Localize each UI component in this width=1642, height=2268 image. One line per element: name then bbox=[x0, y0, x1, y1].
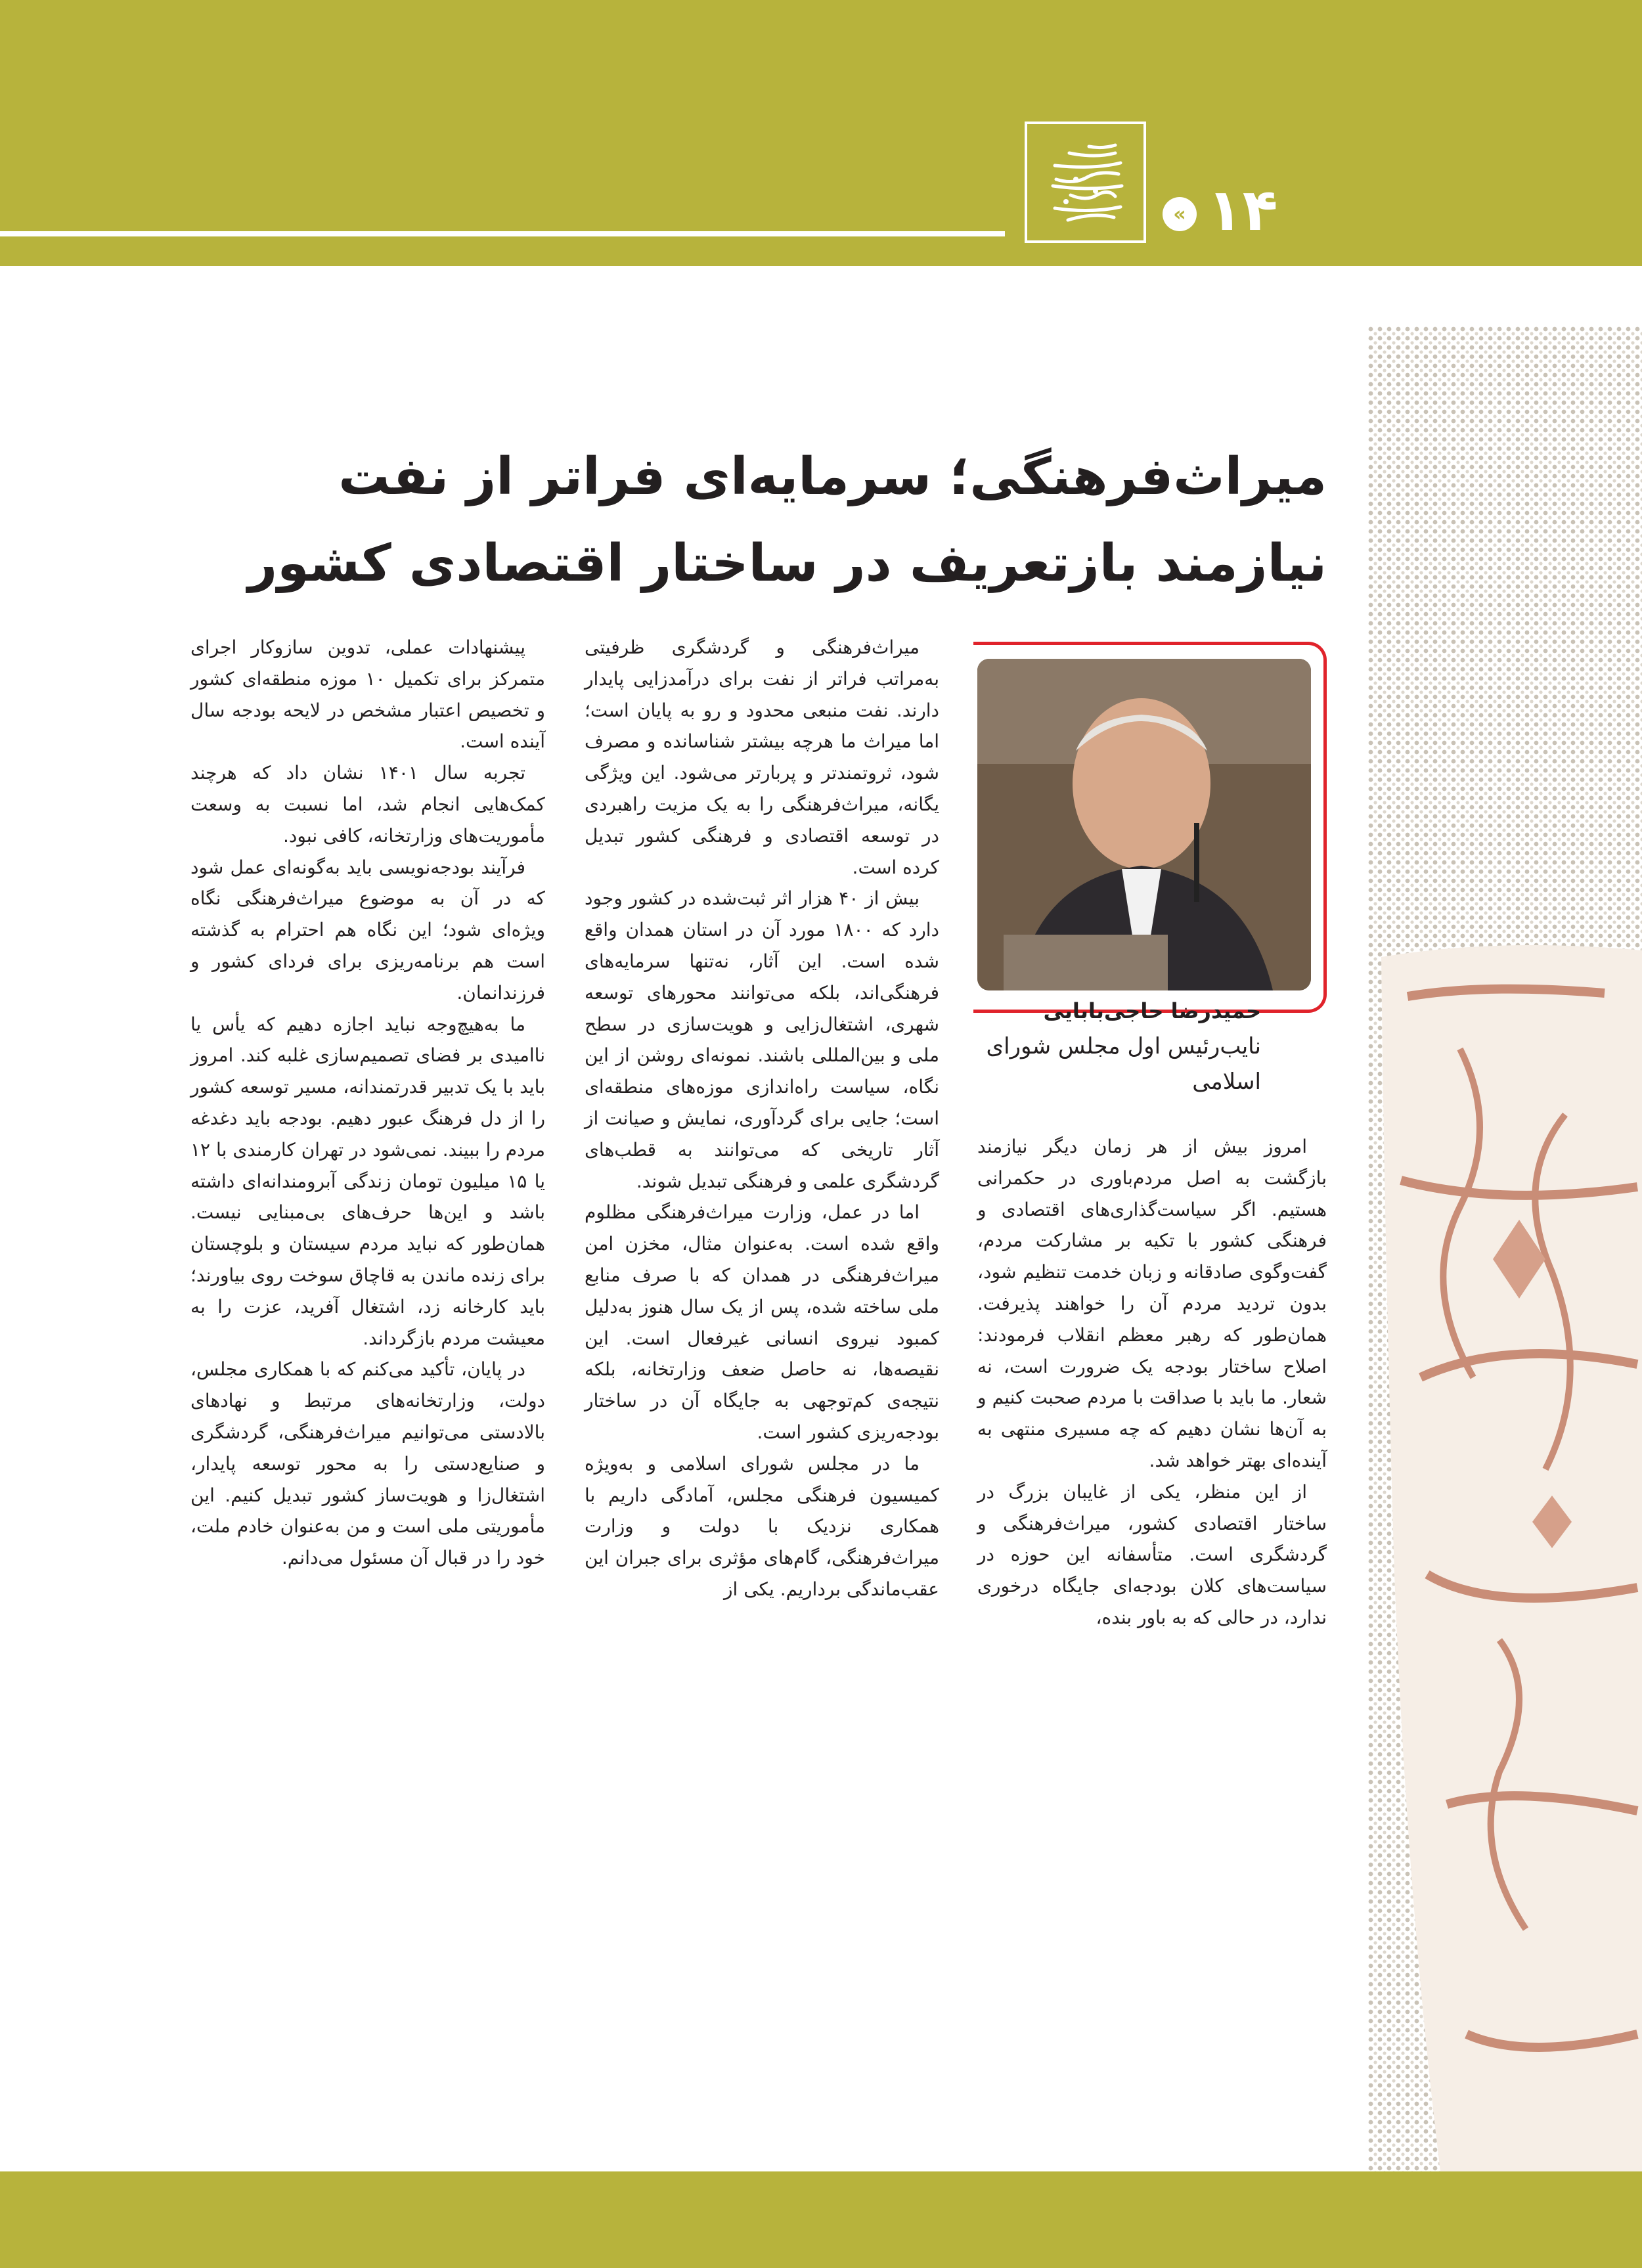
paragraph: اما در عمل، وزارت میراث‌فرهنگی مظلوم واقع شده است. به‌عنوان مثال، مخزن امن میراث‌فرهنگی در همدان که با صرف منابع ملی ساخته شده، پس از یک سال هنوز به‌دلیل کمبود نیروی انسانی غیرفعال است. این نقیصه‌ها، نه حاصل ضعف وزارتخانه، بلکه نتیجه‌ی کم‌توجهی به جایگاه آن در ساختار بودجه‌ریزی کشور است. bbox=[585, 1201, 939, 1443]
paragraph: ما به‌هیچ‌وجه نباید اجازه دهیم که یأس یا ناامیدی بر فضای تصمیم‌سازی غلبه کند. امروز باید با یک تدبیر قدرتمندانه، مسیر توسعه کشور را از دل فرهنگ عبور دهیم. بودجه باید دغدغه مردم را ببیند. نمی‌شود در تهران کارمندی با ۱۲ یا ۱۵ میلیون تومان زندگی آبرومندانه‌ای داشته باشد و این‌ها حرف‌های بی‌مبنایی نیست. همان‌طور که نباید مردم سیستان و بلوچستان برای زنده ماندن به قاچاق سوخت روی بیاورند؛ باید کارخانه زد، اشتغال آفرید، عزت را به معیشت مردم بازگرداند. bbox=[190, 1013, 545, 1349]
double-chevron-left-icon[interactable]: « bbox=[1163, 197, 1197, 231]
paragraph: میراث‌فرهنگی و گردشگری ظرفیتی به‌مراتب فراتر از نفت برای درآمدزایی پایدار دارند. نفت منبعی محدود و رو به پایان است؛ اما میراث ما هرچه بیشتر شناسانده و مصرف شود، ثروتمندتر و پربارتر می‌شود. این ویژگی یگانه، میراث‌فرهنگی را به یک مزیت راهبردی در توسعه اقتصادی و فرهنگی کشور تبدیل کرده است. bbox=[585, 636, 939, 878]
paragraph: پیشنهادات عملی، تدوین سازوکار اجرای متمرکز برای تکمیل ۱۰ موزه منطقه‌ای کشور و تخصیص اعتبار مشخص در لایحه بودجه سال آینده است. bbox=[190, 636, 545, 753]
author-role: نایب‌رئیس اول مجلس شورای اسلامی bbox=[986, 1033, 1261, 1095]
paragraph: در پایان، تأکید می‌کنم که با همکاری مجلس، دولت، وزارتخانه‌های مرتبط و نهادهای بالادستی می‌توانیم میراث‌فرهنگی، گردشگری و صنایع‌دستی را به محور توسعه پایدار، اشتغال‌زا و هویت‌ساز کشور تبدیل کنیم. این مأموریتی ملی است و من به‌عنوان خادم ملت، خود را در قبال آن مسئول می‌دانم. bbox=[190, 1358, 545, 1569]
author-photo bbox=[977, 659, 1311, 990]
headline-line-1: میراث‌فرهنگی؛ سرمایه‌ای فراتر از نفت bbox=[338, 447, 1327, 506]
page-number: ۱۴ bbox=[1207, 176, 1278, 244]
paragraph: ما در مجلس شورای اسلامی و به‌ویژه کمیسیون فرهنگی مجلس، آمادگی داریم با همکاری نزدیک با دولت و وزارت میراث‌فرهنگی، گام‌های مؤثری برای جبران این عقب‌ماندگی برداریم. یکی از bbox=[585, 1452, 939, 1600]
paragraph: تجربه سال ۱۴۰۱ نشان داد که هرچند کمک‌هایی انجام شد، اما نسبت به وسعت مأموریت‌های وزارتخانه، کافی نبود. bbox=[190, 762, 545, 847]
article-headline bbox=[248, 434, 1327, 607]
body-column-2 bbox=[585, 632, 939, 1605]
paragraph: فرآیند بودجه‌نویسی باید به‌گونه‌ای عمل شود که در آن به موضوع میراث‌فرهنگی نگاه ویژه‌ای شود؛ این نگاه هم احترام به گذشته است هم برنامه‌ریزی برای فردای کشور و فرزندانمان. bbox=[190, 856, 545, 1004]
portrait-image bbox=[977, 659, 1311, 990]
paragraph: امروز بیش از هر زمان دیگر نیازمند بازگشت به اصل مردم‌باوری در حکمرانی هستیم. اگر سیاست‌گذاری‌های اقتصادی و فرهنگی کشور با تکیه بر مشارکت مردم، گفت‌وگوی صادقانه و زبان خدمت تنظیم شود، بدون تردید مردم آن را خواهند پذیرفت. همان‌طور که رهبر معظم انقلاب فرمودند: اصلاح ساختار بودجه یک ضرورت است، نه شعار. ما باید با صداقت با مردم صحبت کنیم و به آن‌ها نشان دهیم که چه مسیری منتهی به آینده‌ای بهتر خواهد شد. bbox=[977, 1136, 1327, 1471]
author-name: حمیدرضا حاجی‌بابایی bbox=[1043, 998, 1261, 1023]
headline-line-2: نیازمند بازتعریف در ساختار اقتصادی کشور bbox=[248, 534, 1327, 593]
calligraphy-logo-icon bbox=[1036, 133, 1135, 232]
paragraph: از این منظر، یکی از غایبان بزرگ در ساختار اقتصادی کشور، میراث‌فرهنگی و گردشگری است. متأسفانه این حوزه در سیاست‌های کلان بودجه‌ای جایگاه درخوری ندارد، در حالی که به باور بنده، bbox=[977, 1480, 1327, 1628]
header-band bbox=[0, 0, 1642, 266]
ministry-logo bbox=[1025, 122, 1146, 243]
body-column-3 bbox=[190, 632, 545, 1574]
body-column-1 bbox=[977, 1131, 1327, 1634]
header-divider bbox=[0, 231, 1005, 236]
pottery-artwork bbox=[1368, 326, 1642, 2171]
footer-band bbox=[0, 2171, 1642, 2268]
paragraph: بیش از ۴۰ هزار اثر ثبت‌شده در کشور وجود دارد که ۱۸۰۰ مورد آن در استان همدان واقع شده است. این آثار، نه‌تنها سرمایه‌های فرهنگی‌اند، بلکه می‌توانند محورهای توسعه شهری، اشتغال‌زایی و هویت‌سازی در سطح ملی و بین‌المللی باشند. نمونه‌ای روشن از این نگاه، سیاست راه‌اندازی موزه‌های منطقه‌ای است؛ جایی برای گردآوری، نمایش و صیانت از آثار تاریخی که می‌توانند به قطب‌های گردشگری علمی و فرهنگی تبدیل شوند. bbox=[585, 887, 939, 1192]
